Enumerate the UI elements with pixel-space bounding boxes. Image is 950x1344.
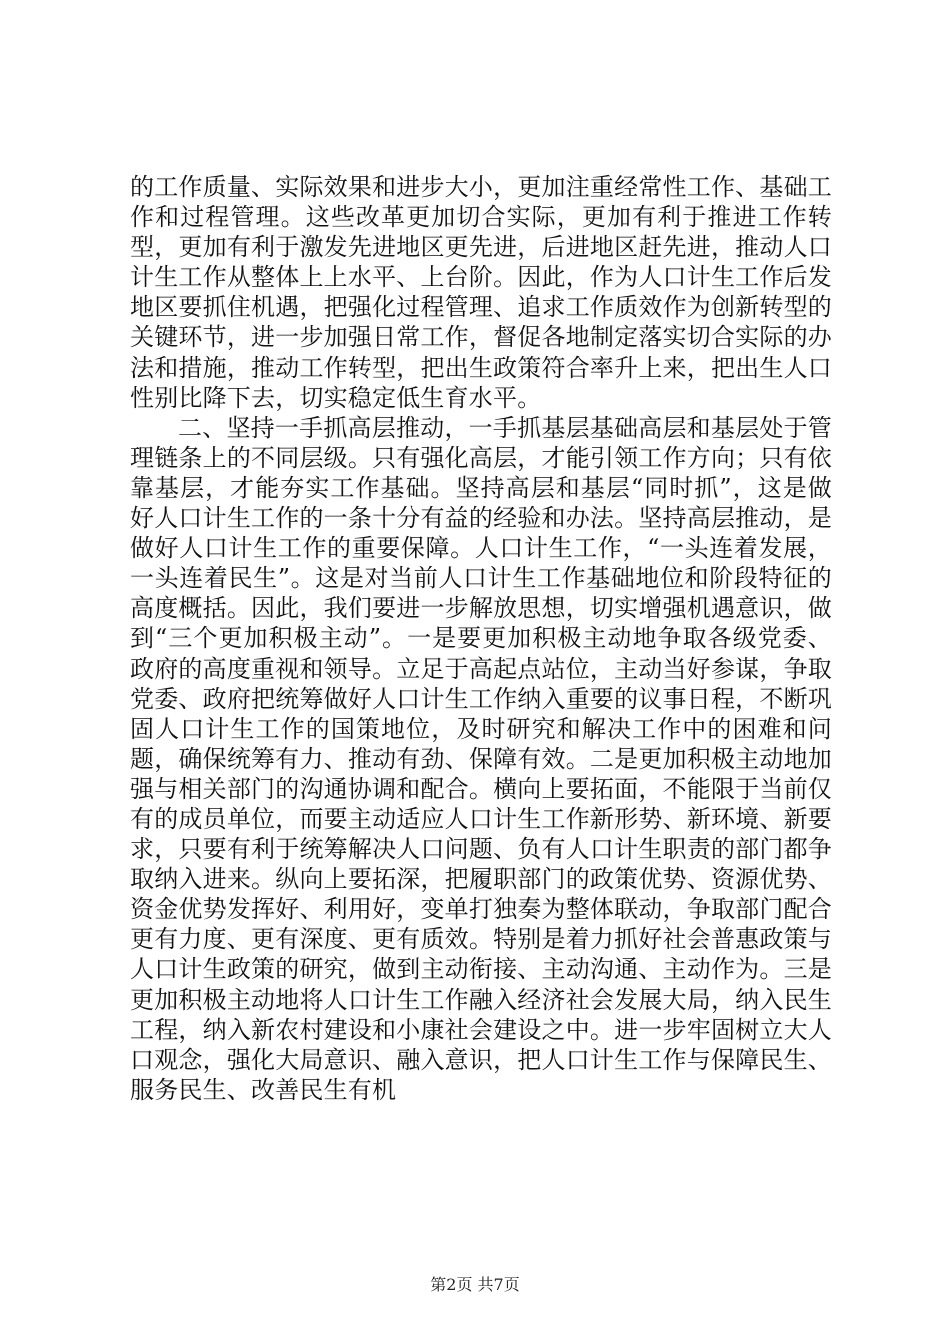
paragraph-1: 的工作质量、实际效果和进步大小，更加注重经常性工作、基础工作和过程管理。这些改革更加切合实际，更加有利于推进工作转型，更加有利于激发先进地区更先进，后进地区赶先进，推动人口计生工作从整体上上水平、上台阶。因此，作为人口计生工作后发地区要抓住机遇，把强化过程管理、追求工作质效作为创新转型的关键环节，进一步加强日常工作，督促各地制定落实切合实际的办法和措施，推动工作转型，把出生政策符合率升上来，把出生人口性别比降下去，切实稳定低生育水平。 xyxy=(130,173,832,412)
paragraph-2: 二、坚持一手抓高层推动，一手抓基层基础高层和基层处于管理链条上的不同层级。只有强化高层，才能引领工作方向；只有依靠基层，才能夯实工作基础。坚持高层和基层“同时抓”，这是做好人口计生工作的一条十分有益的经验和办法。坚持高层推动，是做好人口计生工作的重要保障。人口计生工作，“一头连着发展，一头连着民生”。这是对当前人口计生工作基础地位和阶段特征的高度概括。因此，我们要进一步解放思想，切实增强机遇意识，做到“三个更加积极主动”。一是要更加积极主动地争取各级党委、政府的高度重视和领导。立足于高起点站位，主动当好参谋，争取党委、政府把统筹做好人口计生工作纳入重要的议事日程，不断巩固人口计生工作的国策地位，及时研究和解决工作中的困难和问题，确保统筹有力、推动有劲、保障有效。二是更加积极主动地加强与相关部门的沟通协调和配合。横向上要拓面，不能限于当前仅有的成员单位，而要主动适应人口计生工作新形势、新环境、新要求，只要有利于统筹解决人口问题、负有人口计生职责的部门都争取纳入进来。纵向上要拓深，把履职部门的政策优势、资源优势、资金优势发挥好、利用好，变单打独奏为整体联动，争取部门配合更有力度、更有深度、更有质效。特别是着力抓好社会普惠政策与人口计生政策的研究，做到主动衔接、主动沟通、主动作为。三是更加积极主动地将人口计生工作融入经济社会发展大局，纳入民生工程，纳入新农村建设和小康社会建设之中。进一步牢固树立大人口观念，强化大局意识、融入意识，把人口计生工作与保障民生、服务民生、改善民生有机 xyxy=(130,413,832,1104)
page-number-footer: 第2页 共7页 xyxy=(430,1275,520,1294)
document-body xyxy=(130,172,832,1105)
